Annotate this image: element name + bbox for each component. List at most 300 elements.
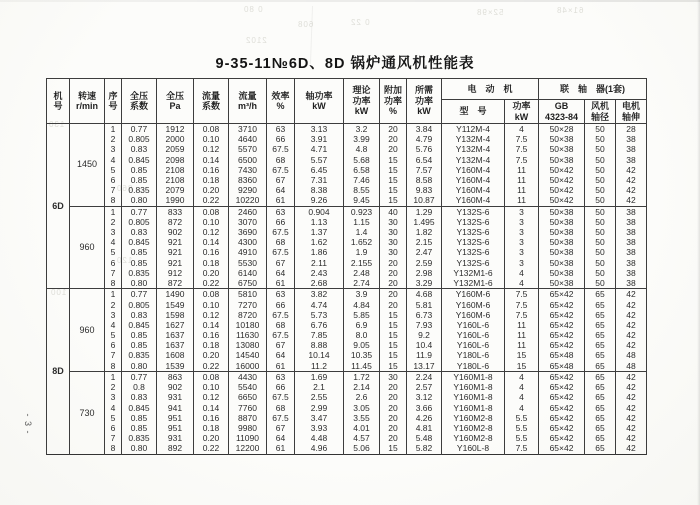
table-cell: 0.904: [295, 206, 344, 217]
table-cell: Y160M-4: [442, 175, 505, 185]
table-cell: 65: [585, 289, 616, 300]
bleed-through-artifact: 0 80: [243, 5, 263, 14]
table-cell: 5: [105, 330, 122, 340]
table-row: [47, 278, 647, 289]
table-cell: 3710: [229, 124, 267, 135]
table-cell: 6.45: [295, 165, 344, 175]
table-cell: 42: [616, 165, 647, 175]
table-cell: 0.18: [194, 258, 229, 268]
table-cell: 15: [380, 175, 407, 185]
table-cell: 5: [105, 165, 122, 175]
table-cell: 2: [105, 382, 122, 392]
table-cell: 61: [267, 195, 295, 206]
table-cell: 8.88: [295, 340, 344, 350]
table-cell: 1: [105, 289, 122, 300]
table-cell: 0.835: [122, 268, 157, 278]
table-cell: 8: [105, 361, 122, 372]
table-cell: 11: [505, 340, 539, 350]
table-cell: 65×42: [539, 403, 585, 413]
table-cell: 1608: [157, 351, 194, 361]
table-cell: 1.15: [344, 217, 380, 227]
table-cell: 3: [505, 237, 539, 247]
table-cell: 8.38: [295, 185, 344, 195]
table-cell: 65×42: [539, 289, 585, 300]
table-cell: Y132M1-6: [442, 268, 505, 278]
table-cell: 65×42: [539, 310, 585, 320]
table-cell: 42: [616, 340, 647, 350]
speed-cell: 730: [70, 372, 105, 455]
bleed-through-artifact: 860: [116, 184, 133, 193]
table-cell: Y180L-6: [442, 361, 505, 372]
table-cell: 50: [585, 144, 616, 154]
table-cell: 3.47: [295, 413, 344, 423]
table-cell: 0.80: [122, 361, 157, 372]
table-cell: 50×38: [539, 206, 585, 217]
table-cell: 4.81: [407, 423, 442, 433]
table-cell: Y160M2-8: [442, 413, 505, 423]
header-shaft-power: 轴功率 kW: [295, 79, 344, 124]
table-cell: 4: [105, 320, 122, 330]
table-cell: 2.43: [295, 268, 344, 278]
table-cell: 872: [157, 217, 194, 227]
table-cell: 872: [157, 278, 194, 289]
table-cell: 3: [505, 258, 539, 268]
table-cell: 66: [267, 217, 295, 227]
table-cell: 6650: [229, 393, 267, 403]
table-cell: 65×42: [539, 372, 585, 383]
table-cell: 2.11: [295, 258, 344, 268]
table-cell: 11: [505, 175, 539, 185]
table-cell: 4: [505, 393, 539, 403]
table-cell: 0.845: [122, 320, 157, 330]
table-cell: 4.84: [344, 300, 380, 310]
table-cell: 10.4: [407, 340, 442, 350]
table-cell: 50×38: [539, 155, 585, 165]
table-cell: 42: [616, 175, 647, 185]
table-cell: 15: [505, 361, 539, 372]
table-cell: 65: [585, 423, 616, 433]
table-cell: 11: [505, 320, 539, 330]
table-cell: Y160M1-8: [442, 403, 505, 413]
scan-edge-top: [0, 0, 700, 2]
table-cell: 2.14: [344, 382, 380, 392]
table-cell: 20: [380, 403, 407, 413]
table-cell: 15: [380, 351, 407, 361]
table-cell: 0.80: [122, 195, 157, 206]
table-row: [47, 300, 647, 310]
table-cell: 0.77: [122, 372, 157, 383]
header-coupling-group: 联 轴 器(1套): [539, 79, 647, 100]
bleed-through-artifact: 61×48: [556, 6, 584, 15]
table-cell: 931: [157, 433, 194, 443]
table-cell: 42: [616, 423, 647, 433]
table-cell: Y160M1-8: [442, 372, 505, 383]
table-cell: 65: [585, 340, 616, 350]
table-cell: 65: [585, 351, 616, 361]
table-cell: 0.08: [194, 124, 229, 135]
table-cell: 3.12: [407, 393, 442, 403]
table-cell: 8360: [229, 175, 267, 185]
table-cell: 1.495: [407, 217, 442, 227]
table-cell: 4.01: [344, 423, 380, 433]
table-cell: 2108: [157, 165, 194, 175]
table-cell: 9.45: [344, 195, 380, 206]
table-row: [47, 155, 647, 165]
table-cell: 65×42: [539, 443, 585, 454]
speed-cell: 960: [70, 289, 105, 372]
table-row: [47, 433, 647, 443]
table-cell: Y132S-6: [442, 227, 505, 237]
table-cell: 4.68: [407, 289, 442, 300]
table-cell: 9.05: [344, 340, 380, 350]
table-cell: 20: [380, 413, 407, 423]
table-cell: Y132M-4: [442, 134, 505, 144]
table-cell: 65×42: [539, 433, 585, 443]
table-cell: 8: [105, 195, 122, 206]
table-cell: 11.45: [344, 361, 380, 372]
table-cell: 6: [105, 258, 122, 268]
table-cell: Y160M2-8: [442, 423, 505, 433]
table-cell: 3.91: [295, 134, 344, 144]
table-cell: 63: [267, 206, 295, 217]
table-row: [47, 185, 647, 195]
table-cell: 2000: [157, 134, 194, 144]
table-cell: 42: [616, 413, 647, 423]
table-cell: 3070: [229, 217, 267, 227]
table-cell: 5: [105, 248, 122, 258]
table-cell: 67.5: [267, 413, 295, 423]
table-cell: 4: [505, 372, 539, 383]
table-cell: 8: [105, 443, 122, 454]
table-cell: 61: [267, 361, 295, 372]
table-cell: 50: [585, 268, 616, 278]
table-cell: 4: [505, 278, 539, 289]
bleed-through-artifact: 0 22: [350, 18, 370, 27]
table-cell: 0.10: [194, 382, 229, 392]
table-cell: 67.5: [267, 165, 295, 175]
table-cell: 902: [157, 382, 194, 392]
bleed-through-artifact: 608: [297, 20, 314, 29]
table-cell: 5.82: [407, 443, 442, 454]
table-cell: Y160L-6: [442, 340, 505, 350]
speed-cell: 960: [70, 206, 105, 289]
table-cell: 0.20: [194, 433, 229, 443]
page-number: - 3 -: [23, 413, 33, 435]
table-cell: 15: [380, 340, 407, 350]
table-cell: 5: [105, 413, 122, 423]
table-cell: 902: [157, 227, 194, 237]
table-cell: 4: [505, 268, 539, 278]
table-cell: 65: [585, 372, 616, 383]
table-cell: 50: [585, 227, 616, 237]
table-cell: 9.83: [407, 185, 442, 195]
header-pressure-coeff: 全压 系数: [122, 79, 157, 124]
table-cell: 65: [585, 443, 616, 454]
table-cell: 4.8: [344, 144, 380, 154]
table-cell: 1.13: [295, 217, 344, 227]
table-cell: 67: [267, 175, 295, 185]
table-cell: 1539: [157, 361, 194, 372]
table-cell: 30: [380, 237, 407, 247]
table-cell: 1598: [157, 310, 194, 320]
bleed-through-artifact: 52×98: [476, 8, 504, 17]
table-row: [47, 248, 647, 258]
table-cell: 15: [505, 351, 539, 361]
table-cell: 2.57: [407, 382, 442, 392]
header-fan-shaft: 风机 轴径: [585, 100, 616, 124]
table-cell: 20: [380, 423, 407, 433]
table-cell: 50: [585, 237, 616, 247]
table-cell: 65: [585, 413, 616, 423]
table-cell: 0.08: [194, 206, 229, 217]
table-row: [47, 340, 647, 350]
table-cell: 921: [157, 258, 194, 268]
table-cell: 38: [616, 237, 647, 247]
table-cell: 8870: [229, 413, 267, 423]
table-cell: 42: [616, 185, 647, 195]
table-cell: 2.99: [295, 403, 344, 413]
machine-no-cell: 8D: [47, 289, 70, 455]
table-cell: 0.805: [122, 300, 157, 310]
table-cell: 0.923: [344, 206, 380, 217]
table-cell: 951: [157, 413, 194, 423]
table-row: [47, 289, 647, 300]
table-cell: 1.62: [295, 237, 344, 247]
table-row: [47, 393, 647, 403]
table-row: [47, 372, 647, 383]
table-cell: 6: [105, 175, 122, 185]
header-required-power: 所需 功率 kW: [407, 79, 442, 124]
table-cell: 1: [105, 372, 122, 383]
table-cell: 3: [105, 393, 122, 403]
table-cell: 50×38: [539, 227, 585, 237]
table-cell: 2059: [157, 144, 194, 154]
table-cell: 9.26: [295, 195, 344, 206]
table-cell: 42: [616, 289, 647, 300]
table-cell: 1: [105, 206, 122, 217]
table-cell: 65×42: [539, 340, 585, 350]
table-cell: 20: [380, 300, 407, 310]
table-cell: 0.85: [122, 258, 157, 268]
table-cell: 38: [616, 227, 647, 237]
table-cell: 2.6: [344, 393, 380, 403]
table-cell: 9290: [229, 185, 267, 195]
table-cell: 68: [267, 155, 295, 165]
table-cell: 0.835: [122, 351, 157, 361]
table-row: [47, 175, 647, 185]
table-cell: 0.18: [194, 175, 229, 185]
header-coupling-gb: GB 4323-84: [539, 100, 585, 124]
table-cell: 0.85: [122, 423, 157, 433]
table-cell: Y132S-6: [442, 237, 505, 247]
table-cell: 0.80: [122, 278, 157, 289]
header-theoretical-power: 理论 功率 kW: [344, 79, 380, 124]
table-cell: Y132S-6: [442, 217, 505, 227]
table-cell: 65: [585, 403, 616, 413]
table-cell: 64: [267, 185, 295, 195]
table-row: [47, 258, 647, 268]
table-cell: 5.5: [505, 433, 539, 443]
table-cell: Y160M2-8: [442, 433, 505, 443]
table-cell: 0.20: [194, 185, 229, 195]
table-cell: 42: [616, 403, 647, 413]
table-cell: 4: [105, 237, 122, 247]
table-cell: 0.83: [122, 227, 157, 237]
table-row: [47, 227, 647, 237]
table-cell: 2.98: [407, 268, 442, 278]
table-cell: 15: [380, 320, 407, 330]
table-cell: 941: [157, 403, 194, 413]
page-title: 9-35-11№6D、8D 锅炉通风机性能表: [215, 56, 475, 72]
table-row: [47, 237, 647, 247]
table-cell: 3.55: [344, 413, 380, 423]
table-cell: 67: [267, 423, 295, 433]
table-cell: 61: [267, 278, 295, 289]
table-cell: 10.87: [407, 195, 442, 206]
table-cell: 10180: [229, 320, 267, 330]
table-cell: 38: [616, 278, 647, 289]
table-cell: 0.845: [122, 155, 157, 165]
table-cell: 50×38: [539, 268, 585, 278]
table-cell: 921: [157, 248, 194, 258]
table-cell: 2460: [229, 206, 267, 217]
table-cell: 50: [585, 248, 616, 258]
table-row: [47, 351, 647, 361]
table-cell: 65: [585, 320, 616, 330]
table-cell: 7.5: [505, 443, 539, 454]
table-cell: 30: [380, 227, 407, 237]
table-cell: 0.10: [194, 134, 229, 144]
table-cell: 3: [505, 248, 539, 258]
table-cell: 66: [267, 382, 295, 392]
table-cell: 50×42: [539, 175, 585, 185]
table-cell: 7.5: [505, 289, 539, 300]
header-pressure: 全压 Pa: [157, 79, 194, 124]
table-row: [47, 413, 647, 423]
table-cell: 0.805: [122, 134, 157, 144]
table-cell: 6.9: [344, 320, 380, 330]
table-cell: 0.85: [122, 165, 157, 175]
table-cell: 30: [380, 372, 407, 383]
table-cell: 4.74: [295, 300, 344, 310]
table-cell: 38: [616, 206, 647, 217]
table-cell: 15: [380, 330, 407, 340]
bleed-through-artifact: 2102: [245, 36, 267, 45]
table-cell: 4.79: [407, 134, 442, 144]
table-cell: 0.77: [122, 124, 157, 135]
table-cell: 7: [105, 268, 122, 278]
table-cell: 1990: [157, 195, 194, 206]
table-cell: 20: [380, 268, 407, 278]
table-cell: 10220: [229, 195, 267, 206]
table-cell: Y112M-4: [442, 124, 505, 135]
table-cell: 0.08: [194, 289, 229, 300]
table-cell: 6.58: [344, 165, 380, 175]
table-cell: 2.74: [344, 278, 380, 289]
table-cell: 0.83: [122, 144, 157, 154]
table-cell: 1: [105, 124, 122, 135]
table-cell: 863: [157, 372, 194, 383]
table-cell: 3: [505, 227, 539, 237]
table-cell: 68: [267, 237, 295, 247]
table-cell: 6140: [229, 268, 267, 278]
table-cell: 67.5: [267, 330, 295, 340]
table-cell: 50: [585, 195, 616, 206]
table-cell: 7.31: [295, 175, 344, 185]
table-cell: 30: [380, 248, 407, 258]
table-cell: 0.22: [194, 443, 229, 454]
table-cell: 42: [616, 433, 647, 443]
table-cell: 13.17: [407, 361, 442, 372]
table-cell: Y160L-6: [442, 320, 505, 330]
table-cell: 0.16: [194, 248, 229, 258]
table-cell: 50: [585, 258, 616, 268]
table-cell: 0.80: [122, 443, 157, 454]
table-cell: 67: [267, 258, 295, 268]
table-cell: 0.20: [194, 351, 229, 361]
table-cell: 912: [157, 268, 194, 278]
table-cell: 15: [380, 165, 407, 175]
table-cell: 38: [616, 258, 647, 268]
table-cell: 7760: [229, 403, 267, 413]
table-cell: 5.81: [407, 300, 442, 310]
table-cell: 6: [105, 423, 122, 433]
header-machine-no: 机 号: [47, 79, 70, 124]
table-cell: 65: [585, 382, 616, 392]
table-cell: 63: [267, 124, 295, 135]
header-flow-coeff: 流量 系数: [194, 79, 229, 124]
table-cell: 7: [105, 351, 122, 361]
table-cell: 2098: [157, 155, 194, 165]
table-cell: 42: [616, 443, 647, 454]
table-cell: 67.5: [267, 144, 295, 154]
table-cell: 42: [616, 330, 647, 340]
table-cell: 7.5: [505, 155, 539, 165]
table-cell: 65: [585, 330, 616, 340]
table-row: [47, 330, 647, 340]
table-cell: 0.83: [122, 310, 157, 320]
table-row: [47, 320, 647, 330]
table-cell: 7.5: [505, 300, 539, 310]
table-cell: 0.845: [122, 237, 157, 247]
bleed-through-artifact: 130: [48, 120, 65, 129]
header-efficiency: 效率 %: [267, 79, 295, 124]
header-additional-power: 附加 功率 %: [380, 79, 407, 124]
table-cell: 3: [105, 310, 122, 320]
table-cell: 65: [585, 361, 616, 372]
table-cell: 30: [380, 217, 407, 227]
table-cell: 42: [616, 372, 647, 383]
machine-no-cell: 6D: [47, 124, 70, 289]
table-cell: 0.77: [122, 206, 157, 217]
table-cell: 15: [380, 361, 407, 372]
speed-cell: 1450: [70, 124, 105, 207]
table-row: [47, 361, 647, 372]
table-cell: 4910: [229, 248, 267, 258]
table-cell: 42: [616, 195, 647, 206]
table-cell: 50×38: [539, 258, 585, 268]
table-cell: 3.13: [295, 124, 344, 135]
table-cell: 3.66: [407, 403, 442, 413]
table-cell: 20: [380, 144, 407, 154]
table-cell: 3690: [229, 227, 267, 237]
table-cell: 10.35: [344, 351, 380, 361]
header-motor-model: 型 号: [442, 100, 505, 124]
table-cell: 6: [105, 340, 122, 350]
table-cell: 50: [585, 206, 616, 217]
table-cell: 2: [105, 134, 122, 144]
table-cell: 50: [585, 165, 616, 175]
